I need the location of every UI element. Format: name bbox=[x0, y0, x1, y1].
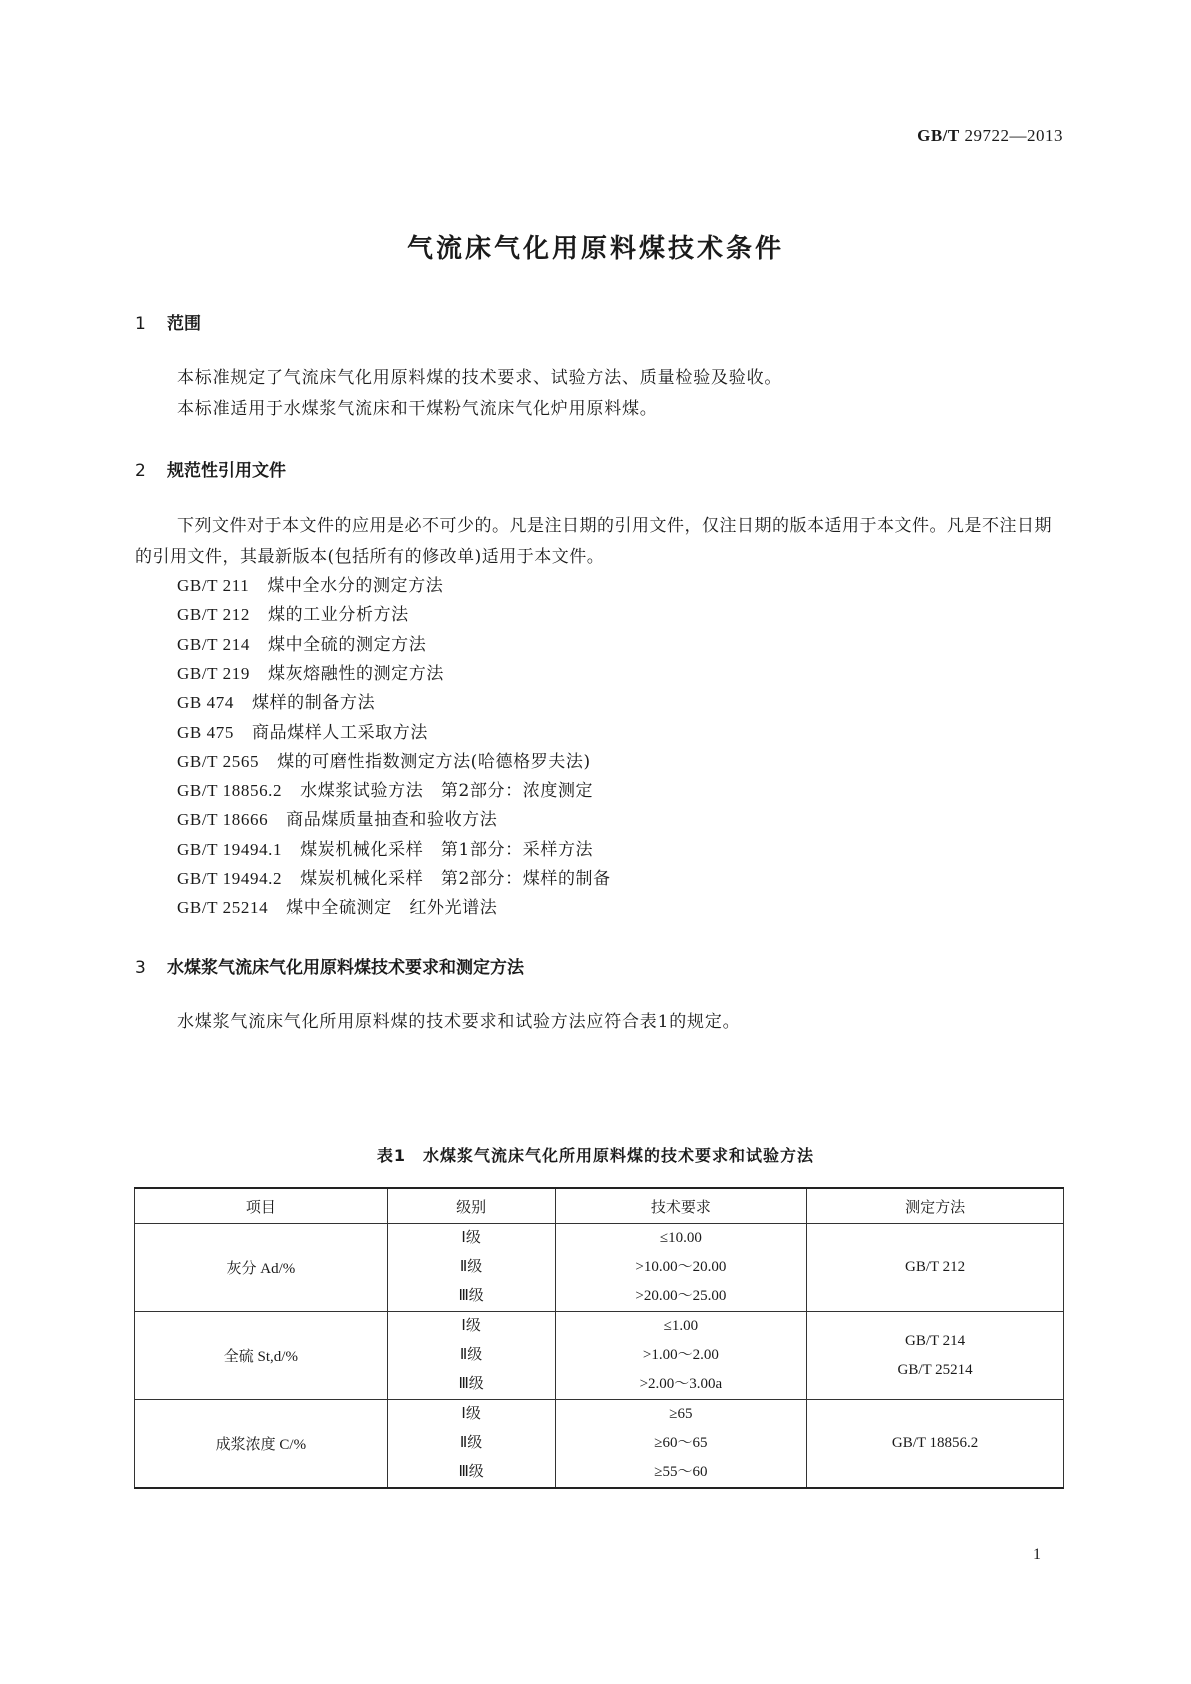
reference-code: GB/T 212 bbox=[177, 605, 250, 625]
scope-paragraph: 本标准适用于水煤浆气流床和干煤粉气流床气化炉用原料煤。 bbox=[177, 399, 658, 419]
table-caption: 表1 水煤浆气流床气化所用原料煤的技术要求和试验方法 bbox=[376, 1146, 815, 1165]
references-intro: 下列文件对于本文件的应用是必不可少的。凡是注日期的引用文件，仅注日期的版本适用于本文件。凡是不注日期的引用文件，其最新版本(包括所有的修改单)适用于本文件。 bbox=[135, 516, 1052, 567]
reference-code: GB/T 19494.1 bbox=[177, 839, 283, 859]
section-title: 水煤浆气流床气化用原料煤技术要求和测定方法 bbox=[167, 958, 524, 978]
page-number: 1 bbox=[1033, 1546, 1041, 1563]
reference-code: GB/T 219 bbox=[177, 663, 250, 683]
reference-code: GB/T 18856.2 bbox=[177, 781, 283, 801]
section-title: 范围 bbox=[167, 314, 201, 334]
reference-item bbox=[177, 804, 497, 836]
row-item: 成浆浓度 C/% bbox=[135, 1400, 388, 1489]
reference-title: 水煤浆试验方法 第2部分：浓度测定 bbox=[300, 781, 594, 802]
requirement-line: ≥60～65 bbox=[654, 1435, 708, 1451]
reference-code: GB/T 2565 bbox=[177, 751, 260, 771]
reference-code: GB/T 19494.2 bbox=[177, 869, 283, 888]
requirement-line: ≤10.00 bbox=[659, 1230, 702, 1246]
grade-cell bbox=[387, 1312, 555, 1400]
standard-prefix: GB/T bbox=[917, 126, 960, 145]
reference-title: 煤中全硫测定 红外光谱法 bbox=[286, 898, 498, 919]
reference-item bbox=[177, 863, 611, 895]
method-cell bbox=[807, 1400, 1064, 1489]
reference-title: 煤的工业分析方法 bbox=[267, 605, 409, 626]
reference-code: GB/T 211 bbox=[177, 576, 250, 595]
scope-paragraph: 本标准规定了气流床气化用原料煤的技术要求、试验方法、质量检验及验收。 bbox=[177, 368, 783, 388]
section-number: 1 bbox=[135, 314, 146, 334]
reference-title: 煤中全水分的测定方法 bbox=[267, 576, 444, 596]
reference-item bbox=[177, 687, 375, 719]
requirement-line: ≤1.00 bbox=[663, 1318, 699, 1334]
requirement-line: >1.00～2.00 bbox=[642, 1347, 719, 1363]
reference-item bbox=[177, 775, 593, 807]
reference-title: 煤炭机械化采样 第2部分：煤样的制备 bbox=[300, 869, 611, 889]
section-number: 3 bbox=[135, 958, 146, 978]
requirement-line: >20.00～25.00 bbox=[635, 1288, 727, 1304]
method-cell bbox=[807, 1312, 1064, 1400]
table-header-row bbox=[135, 1188, 1064, 1224]
requirements-table bbox=[134, 1187, 1064, 1489]
method-cell bbox=[807, 1224, 1064, 1312]
grade-line: Ⅲ级 bbox=[458, 1376, 484, 1392]
requirement-line: >10.00～20.00 bbox=[635, 1259, 727, 1275]
requirement-line: ≥55～60 bbox=[654, 1464, 708, 1480]
document-title: 气流床气化用原料煤技术条件 bbox=[406, 234, 784, 264]
reference-title: 煤炭机械化采样 第1部分：采样方法 bbox=[300, 839, 594, 860]
section-heading-references bbox=[135, 456, 286, 481]
reference-item bbox=[177, 629, 426, 661]
grade-cell bbox=[387, 1224, 555, 1312]
requirement-cell bbox=[555, 1224, 807, 1312]
requirement-line: ≥65 bbox=[669, 1406, 693, 1422]
grade-line: Ⅱ级 bbox=[459, 1347, 483, 1363]
section3-paragraph: 水煤浆气流床气化所用原料煤的技术要求和试验方法应符合表1的规定。 bbox=[177, 1012, 741, 1032]
method-line: GB/T 18856.2 bbox=[891, 1435, 979, 1451]
table-row bbox=[135, 1400, 1064, 1489]
header-grade: 级别 bbox=[387, 1188, 555, 1224]
method-line: GB/T 214 bbox=[905, 1332, 966, 1349]
grade-line: Ⅱ级 bbox=[459, 1435, 483, 1451]
grade-line: Ⅰ级 bbox=[461, 1318, 481, 1334]
grade-cell bbox=[387, 1400, 555, 1489]
reference-title: 煤的可磨性指数测定方法(哈德格罗夫法) bbox=[277, 751, 591, 772]
reference-title: 煤中全硫的测定方法 bbox=[267, 634, 427, 655]
reference-code: GB/T 18666 bbox=[177, 810, 269, 830]
header-requirement: 技术要求 bbox=[555, 1188, 807, 1224]
requirement-line: >2.00～3.00a bbox=[639, 1376, 723, 1392]
header-item: 项目 bbox=[135, 1188, 388, 1224]
reference-title: 煤样的制备方法 bbox=[251, 693, 376, 714]
reference-item bbox=[177, 746, 591, 778]
row-item: 全硫 St,d/% bbox=[135, 1312, 388, 1400]
grade-line: Ⅰ级 bbox=[461, 1406, 481, 1422]
grade-line: Ⅲ级 bbox=[458, 1464, 484, 1480]
method-line: GB/T 212 bbox=[905, 1259, 966, 1275]
requirement-cell bbox=[555, 1312, 807, 1400]
reference-code: GB 474 bbox=[177, 693, 234, 713]
grade-line: Ⅲ级 bbox=[458, 1288, 484, 1304]
reference-title: 煤灰熔融性的测定方法 bbox=[267, 663, 444, 684]
section-heading-scope bbox=[135, 309, 201, 334]
table-row bbox=[135, 1224, 1064, 1312]
section-title: 规范性引用文件 bbox=[167, 461, 286, 481]
method-line: GB/T 25214 bbox=[897, 1361, 973, 1378]
reference-item bbox=[177, 599, 409, 631]
section-heading-requirements bbox=[135, 953, 524, 978]
reference-item bbox=[177, 717, 428, 749]
reference-code: GB/T 214 bbox=[177, 634, 250, 654]
table-row bbox=[135, 1312, 1064, 1400]
section-number: 2 bbox=[135, 461, 146, 481]
standard-number: 29722—2013 bbox=[964, 126, 1063, 145]
reference-code: GB/T 25214 bbox=[177, 898, 269, 918]
requirement-cell bbox=[555, 1400, 807, 1489]
header-method: 测定方法 bbox=[807, 1188, 1064, 1224]
row-item: 灰分 Ad/% bbox=[135, 1224, 388, 1312]
reference-item bbox=[177, 892, 497, 924]
reference-code: GB 475 bbox=[177, 722, 234, 742]
grade-line: Ⅰ级 bbox=[461, 1230, 481, 1246]
reference-item bbox=[177, 834, 593, 866]
reference-title: 商品煤质量抽查和验收方法 bbox=[286, 810, 498, 831]
standard-code bbox=[917, 126, 1063, 146]
grade-line: Ⅱ级 bbox=[459, 1259, 483, 1275]
reference-item bbox=[177, 570, 443, 602]
reference-item bbox=[177, 658, 444, 690]
reference-title: 商品煤样人工采取方法 bbox=[251, 722, 428, 743]
